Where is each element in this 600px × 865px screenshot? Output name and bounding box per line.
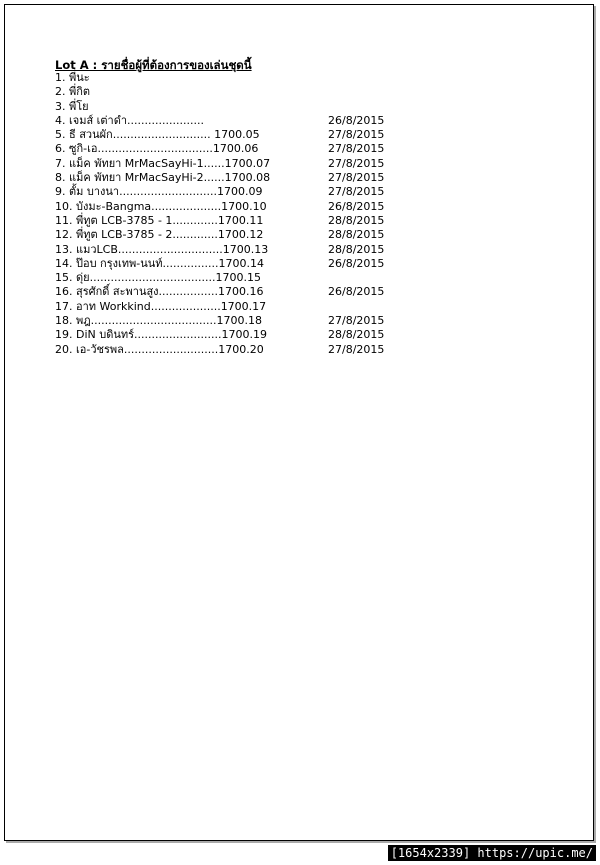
- list-item: [55, 157, 395, 171]
- list-item-date: 27/8/2015: [328, 142, 385, 156]
- list-item-date: 26/8/2015: [328, 256, 385, 270]
- list-item: [55, 142, 395, 156]
- list-item: [55, 171, 395, 185]
- list-item-date: 28/8/2015: [328, 228, 385, 242]
- list-item: [55, 328, 395, 342]
- list-item-name: 20. เอ-วัชรพล...........................1700.20: [55, 342, 264, 356]
- list-item: [55, 200, 395, 214]
- name-list: [55, 71, 395, 357]
- footer-bar: [0, 843, 600, 865]
- list-item: [55, 271, 395, 285]
- list-item: [55, 343, 395, 357]
- list-item-name: 19. DiN บดินทร์.........................1700.19: [55, 328, 267, 342]
- list-item: [55, 71, 395, 85]
- list-item: [55, 185, 395, 199]
- list-item-date: 28/8/2015: [328, 213, 385, 227]
- list-item-name: 13. แมวLCB..............................1700.13: [55, 242, 269, 256]
- list-item: [55, 228, 395, 242]
- list-item: [55, 314, 395, 328]
- list-item-name: 6. ซูกิ-เอ.................................1700.06: [55, 142, 259, 156]
- list-item-name: 18. พฎ....................................1700.18: [55, 314, 262, 328]
- list-item: [55, 214, 395, 228]
- list-item-name: 11. พี่ทูต LCB-3785 - 1.............1700.11: [55, 213, 264, 227]
- list-item-date: 26/8/2015: [328, 113, 385, 127]
- list-item-name: 9. ตั้ม บางนา............................1700.09: [55, 185, 263, 199]
- list-item-date: 28/8/2015: [328, 328, 385, 342]
- list-item: [55, 285, 395, 299]
- list-item: [55, 85, 395, 99]
- list-item-date: 27/8/2015: [328, 342, 385, 356]
- list-item-name: 17. อาท Workkind....................1700.17: [55, 299, 267, 313]
- list-item-date: 27/8/2015: [328, 171, 385, 185]
- list-item-name: 7. แม็ค พัทยา MrMacSayHi-1......1700.07: [55, 156, 271, 170]
- list-item-name: 2. พี่กิต: [55, 85, 91, 99]
- image-host-caption: [1654x2339] https://upic.me/: [388, 845, 596, 861]
- list-item: [55, 100, 395, 114]
- list-item-name: 8. แม็ค พัทยา MrMacSayHi-2......1700.08: [55, 171, 271, 185]
- list-item-date: 26/8/2015: [328, 285, 385, 299]
- list-item: [55, 243, 395, 257]
- list-item-name: 16. สุรศักดิ์ สะพานสูง.................1700.16: [55, 285, 264, 299]
- list-item-date: 27/8/2015: [328, 185, 385, 199]
- list-item-name: 10. บังมะ-Bangma....................1700.10: [55, 199, 267, 213]
- list-item-date: 27/8/2015: [328, 156, 385, 170]
- list-item-name: 1. พี่นะ: [55, 71, 90, 84]
- list-item-date: 28/8/2015: [328, 242, 385, 256]
- list-item-name: 5. ธี สวนผัก............................ 1700.05: [55, 128, 260, 142]
- list-item: [55, 114, 395, 128]
- lot-heading: Lot A : รายชื่อผู้ที่ต้องการของเล่นชุดนี้: [55, 58, 252, 72]
- list-item-name: 4. เจมส์ เต่าดำ......................: [55, 113, 204, 127]
- list-item-name: 12. พี่ทูต LCB-3785 - 2.............1700.12: [55, 228, 264, 242]
- list-item-name: 14. ป๊อบ กรุงเทพ-นนท์................1700.14: [55, 256, 264, 270]
- list-item: [55, 257, 395, 271]
- list-item-name: 15. ดุ่ย....................................1700.15: [55, 271, 261, 285]
- list-item: [55, 128, 395, 142]
- list-item-date: 27/8/2015: [328, 314, 385, 328]
- list-item-date: 27/8/2015: [328, 128, 385, 142]
- list-item: [55, 300, 395, 314]
- list-item-date: 26/8/2015: [328, 199, 385, 213]
- list-item-name: 3. พี่โย: [55, 99, 89, 113]
